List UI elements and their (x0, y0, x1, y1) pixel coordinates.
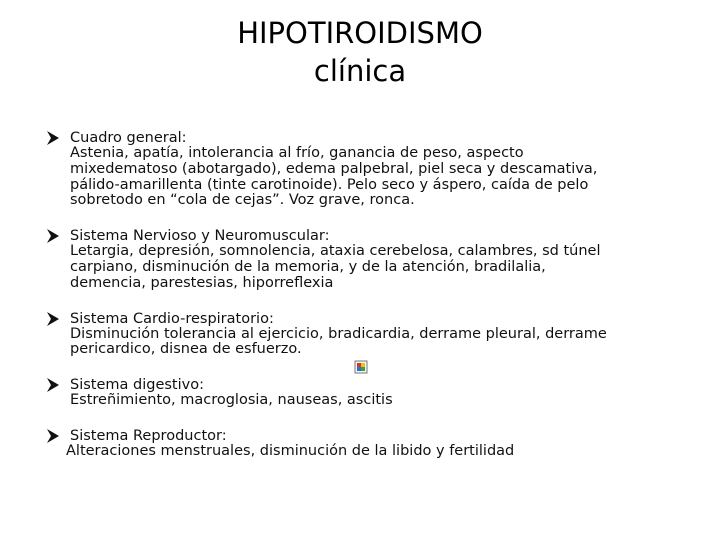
body-line: pálido-amarillenta (tinte carotinoide). Pelo seco y áspero, caída de pelo (70, 176, 589, 193)
body-line: Letargia, depresión, somnolencia, ataxia cerebelosa, calambres, sd túnel (70, 243, 601, 260)
bullet-heading: Sistema Cardio-respiratorio: (70, 310, 274, 327)
title-line-1: HIPOTIROIDISMO (237, 16, 483, 50)
bullet-heading: Sistema Reproductor: (70, 427, 227, 444)
body-line: Astenia, apatía, intolerancia al frío, ganancia de peso, aspecto (70, 145, 524, 161)
bullet-heading: Sistema digestivo: (70, 377, 204, 394)
bullet-body (70, 244, 686, 291)
slide-title (0, 14, 720, 90)
bullet-sistema-nervioso (46, 228, 686, 291)
bullet-sistema-reproductor (46, 428, 686, 460)
bullet-body (66, 444, 686, 460)
body-line: demencia, parestesias, hiporreflexia (70, 274, 334, 291)
arrow-bullet-icon (46, 228, 60, 244)
body-line: Disminución tolerancia al ejercicio, bradicardia, derrame pleural, derrame (70, 325, 607, 342)
body-line: sobretodo en “cola de cejas”. Voz grave, ronca. (70, 192, 415, 209)
bullet-cuadro-general (46, 130, 686, 209)
bullet-heading: Sistema Nervioso y Neuromuscular: (70, 228, 330, 245)
title-line-2: clínica (313, 54, 407, 88)
body-line: mixedematoso (abotargado), edema palpebral, piel seca y descamativa, (70, 160, 598, 177)
body-line: Alteraciones menstruales, disminución de la libido y fertilidad (66, 442, 515, 459)
bullet-body (70, 327, 686, 359)
body-line: Estreñimiento, macroglosia, nauseas, ascitis (70, 392, 393, 409)
arrow-bullet-icon (46, 428, 60, 444)
bullet-cardio-respiratorio (46, 311, 686, 359)
arrow-bullet-icon (46, 311, 60, 327)
small-picture-icon (354, 359, 368, 373)
arrow-bullet-icon (46, 130, 60, 146)
bullet-heading: Cuadro general: (70, 130, 187, 146)
bullet-body (70, 393, 686, 409)
bullet-sistema-digestivo (46, 377, 686, 409)
body-line: pericardico, disnea de esfuerzo. (70, 341, 302, 358)
body-line: carpiano, disminución de la memoria, y de la atención, bradilalia, (70, 258, 546, 275)
bullet-list (46, 130, 686, 479)
arrow-bullet-icon (46, 377, 60, 393)
bullet-body (70, 146, 686, 209)
